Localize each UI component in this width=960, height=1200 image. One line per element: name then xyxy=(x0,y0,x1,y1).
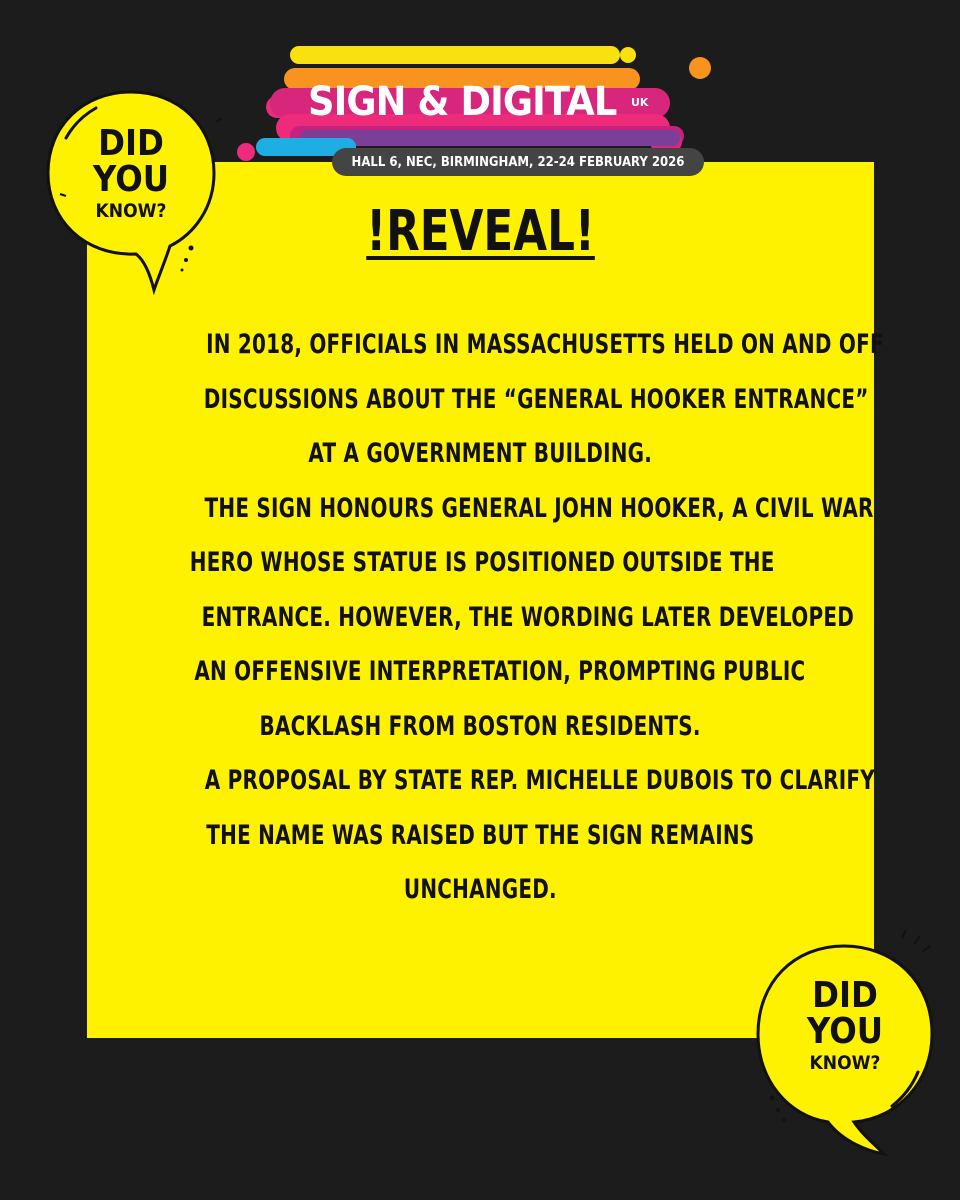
body-line xyxy=(87,536,874,591)
did-you-know-bubble-bottom xyxy=(742,922,947,1162)
body-line-text: THE SIGN HONOURS GENERAL JOHN HOOKER, A CIVIL WAR xyxy=(204,492,874,524)
body-line xyxy=(87,809,874,864)
body-line-text: HERO WHOSE STATUE IS POSITIONED OUTSIDE THE xyxy=(189,547,775,578)
reveal-heading: !REVEAL! xyxy=(366,199,595,264)
logo-event-info: HALL 6, NEC, BIRMINGHAM, 22-24 FEBRUARY 2026 xyxy=(351,155,685,170)
logo-title: SIGN & DIGITAL xyxy=(308,79,617,125)
did-you-know-text-bottom xyxy=(746,975,944,1076)
bubble-top-line2: YOU xyxy=(92,159,170,200)
bubble-bottom-line1: DID xyxy=(812,975,878,1016)
body-line xyxy=(87,427,874,482)
body-line xyxy=(87,754,874,809)
body-line-text: BACKLASH FROM BOSTON RESIDENTS. xyxy=(259,710,702,742)
body-line-text: UNCHANGED. xyxy=(404,874,557,905)
bubble-top-line3: KNOW? xyxy=(95,200,167,222)
body-line xyxy=(87,482,874,537)
body-line-text: IN 2018, OFFICIALS IN MASSACHUSETTS HELD ON AND OFF xyxy=(206,329,884,360)
bubble-bottom-line2: YOU xyxy=(806,1011,884,1052)
body-line xyxy=(87,591,874,646)
bubble-bottom-line3: KNOW? xyxy=(809,1052,881,1074)
body-line xyxy=(87,645,874,700)
body-line-text: THE NAME WAS RAISED BUT THE SIGN REMAINS xyxy=(206,819,755,851)
body-line-text: DISCUSSIONS ABOUT THE “GENERAL HOOKER ENTRANCE” xyxy=(203,383,869,415)
body-line-text: A PROPOSAL BY STATE REP. MICHELLE DUBOIS TO CLARIFY xyxy=(204,765,875,796)
body-line-text: AN OFFENSIVE INTERPRETATION, PROMPTING PUBLIC xyxy=(194,656,806,687)
body-line-text: ENTRANCE. HOWEVER, THE WORDING LATER DEVELOPED xyxy=(201,601,855,633)
body-line xyxy=(87,700,874,755)
fact-body xyxy=(87,318,884,918)
bubble-top-line1: DID xyxy=(98,123,164,164)
body-line xyxy=(87,863,874,918)
sign-digital-logo xyxy=(230,40,720,180)
body-line xyxy=(87,318,884,373)
page-title xyxy=(87,196,874,268)
logo-region: UK xyxy=(631,96,649,109)
body-line xyxy=(87,373,874,428)
body-line-text: AT A GOVERNMENT BUILDING. xyxy=(308,438,653,469)
